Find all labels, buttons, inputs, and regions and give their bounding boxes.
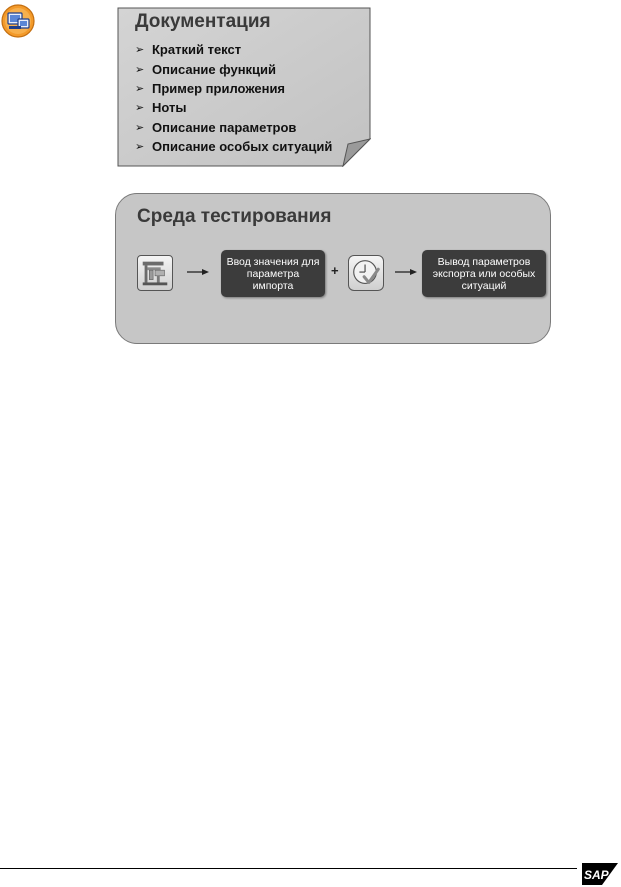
function-builder-icon	[137, 255, 173, 291]
arrow-bullet-icon: ➢	[135, 121, 145, 134]
list-item: ➢ Описание функций	[135, 61, 277, 77]
footer-divider	[0, 868, 577, 869]
arrow-bullet-icon: ➢	[135, 102, 145, 115]
arrow-bullet-icon: ➢	[135, 82, 145, 95]
export-parameter-box: Вывод параметров экспорта или особых ситуаций	[422, 250, 546, 297]
import-parameter-box: Ввод значения для параметра импорта	[221, 250, 325, 297]
list-item: ➢ Пример приложения	[135, 80, 286, 96]
arrow-bullet-icon: ➢	[135, 44, 145, 57]
arrow-bullet-icon: ➢	[135, 141, 145, 154]
documentation-title: Документация	[135, 11, 271, 32]
list-item: ➢ Описание параметров	[135, 119, 297, 135]
svg-text:SAP: SAP	[584, 868, 609, 882]
list-item: ➢ Ноты	[135, 100, 187, 116]
test-environment-title: Среда тестирования	[137, 206, 332, 227]
arrow-right-icon	[395, 268, 417, 276]
clock-check-icon	[348, 255, 384, 291]
workstation-icon	[1, 4, 35, 38]
documentation-list	[135, 40, 332, 156]
arrow-right-icon	[187, 268, 209, 276]
arrow-bullet-icon: ➢	[135, 63, 145, 76]
list-item: ➢ Краткий текст	[135, 42, 242, 58]
sap-logo	[582, 863, 618, 885]
plus-sign: +	[331, 263, 339, 278]
list-item: ➢ Описание особых ситуаций	[135, 139, 333, 155]
